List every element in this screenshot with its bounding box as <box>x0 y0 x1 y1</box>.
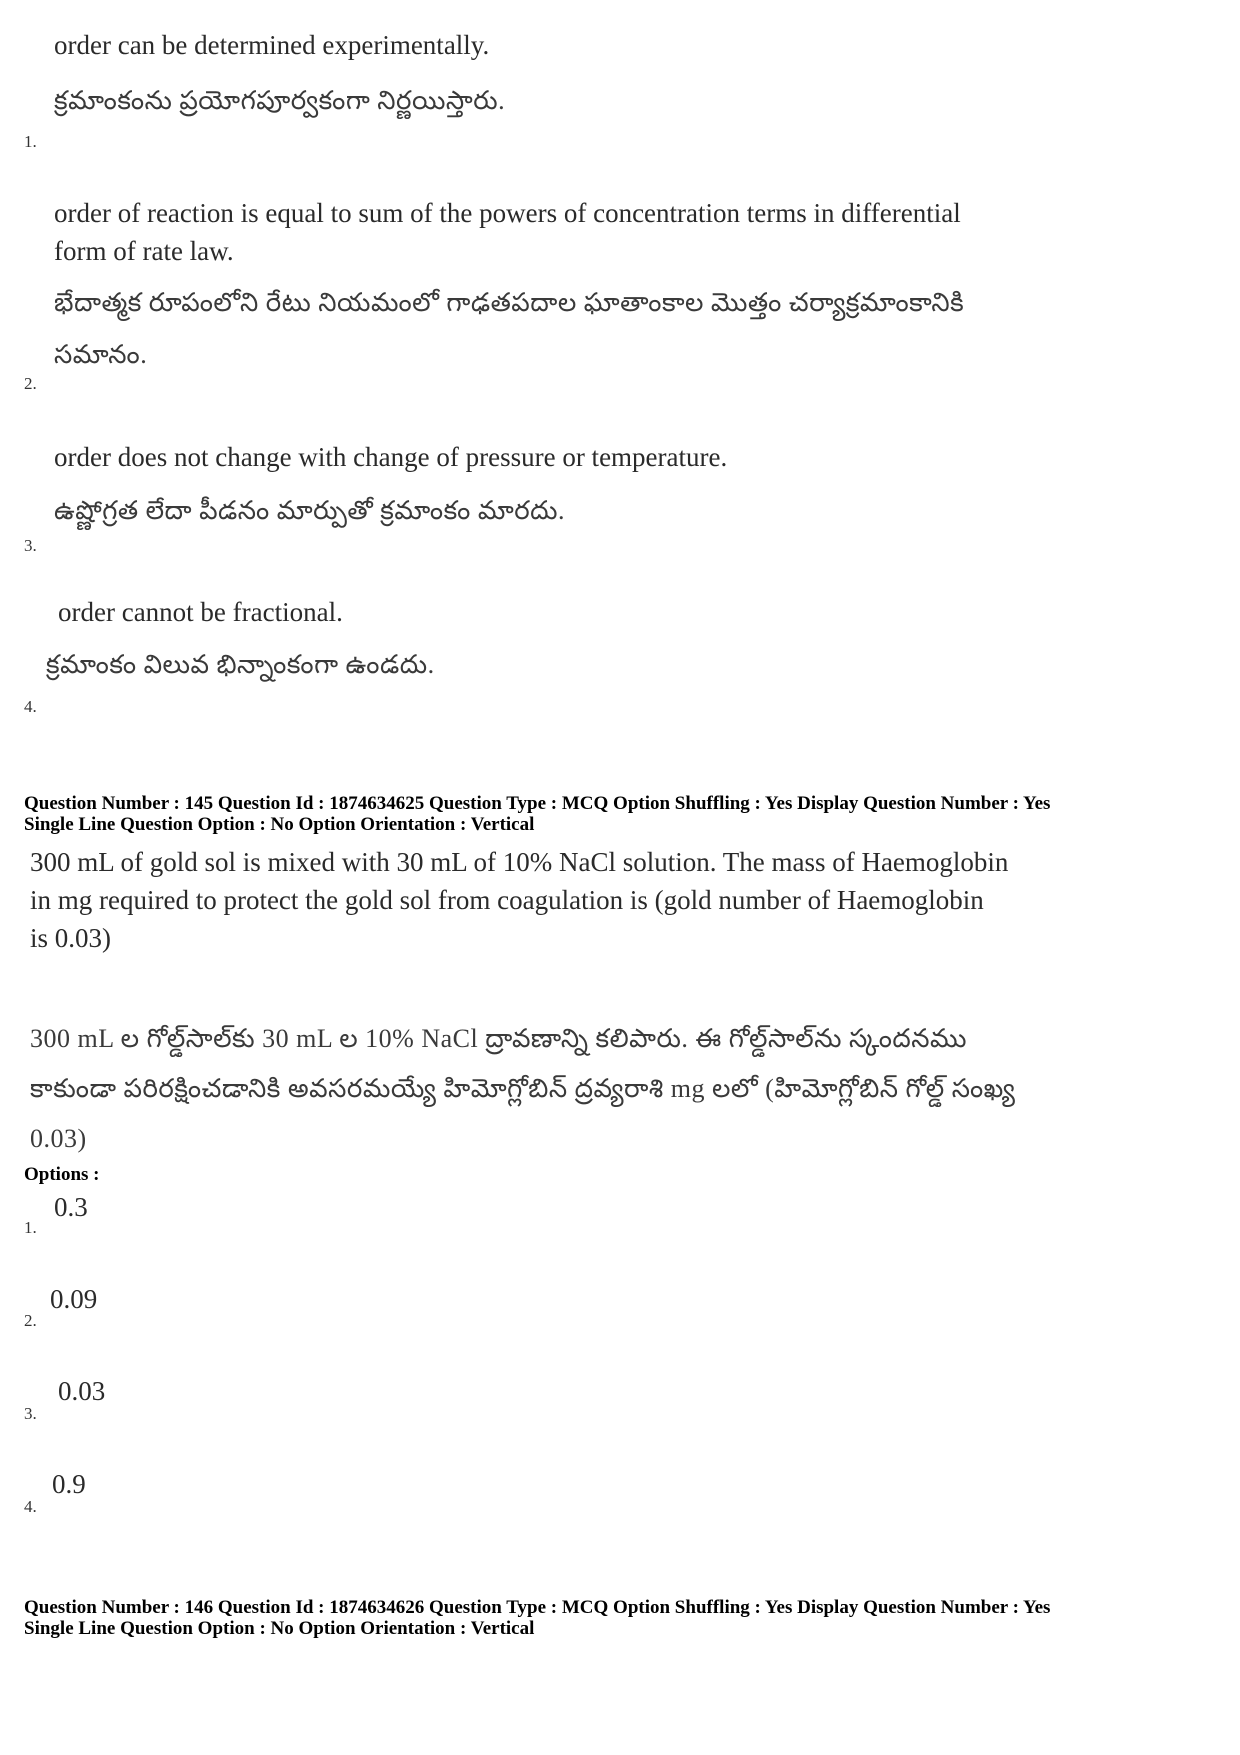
option-number: 4. <box>24 697 37 716</box>
option-en-text: order cannot be fractional. <box>58 597 343 627</box>
option-number: 1. <box>24 1218 37 1237</box>
option-number: 2. <box>24 1311 37 1330</box>
question-meta-line: Question Number : 145 Question Id : 1874634625 Question Type : MCQ Option Shuffling : Yes Display Question Number : Yes <box>24 793 1051 814</box>
option-value: 0.03 <box>58 1376 106 1406</box>
option-number: 4. <box>24 1497 37 1516</box>
option-number: 3. <box>24 536 37 555</box>
option-te-text: క్రమాంకంను ప్రయోగపూర్వకంగా నిర్ణయిస్తారు. <box>54 86 506 115</box>
question-meta-line: Single Line Question Option : No Option Orientation : Vertical <box>24 1618 535 1639</box>
option-en-text: form of rate law. <box>54 236 234 266</box>
option-number: 1. <box>24 132 37 151</box>
option-number: 3. <box>24 1404 37 1423</box>
question-en-line: in mg required to protect the gold sol from coagulation is (gold number of Haemoglobin <box>30 885 984 915</box>
option-te-text: భేదాత్మక రూపంలోని రేటు నియమంలో గాఢతపదాల ఘాతాంకాల మొత్తం చర్యాక్రమాంకానికి <box>54 288 965 317</box>
option-en-text: order can be determined experimentally. <box>54 30 490 60</box>
option-te-text: ఉష్ణోగ్రత లేదా పీడనం మార్పుతో క్రమాంకం మారదు. <box>54 496 565 525</box>
option-en-text: order of reaction is equal to sum of the powers of concentration terms in differential <box>54 198 961 228</box>
question-meta-line: Question Number : 146 Question Id : 1874634626 Question Type : MCQ Option Shuffling : Yes Display Question Number : Yes <box>24 1597 1051 1618</box>
option-te-text: సమానం. <box>54 340 148 369</box>
question-en-line: 300 mL of gold sol is mixed with 30 mL of 10% NaCl solution. The mass of Haemoglobin <box>30 847 1009 877</box>
option-number: 2. <box>24 374 37 393</box>
question-en-line: is 0.03) <box>30 923 111 953</box>
question-te-line: 0.03) <box>30 1124 87 1153</box>
option-te-text: క్రమాంకం విలువ భిన్నాంకంగా ఉండదు. <box>46 650 435 679</box>
question-te-line: కాకుండా పరిరక్షించడానికి అవసరమయ్యే హిమోగ్లోబిన్ ద్రవ్యరాశి mg లలో (హిమోగ్లోబిన్ గోల్డ్ సంఖ్య <box>30 1074 1016 1103</box>
option-value: 0.3 <box>54 1192 88 1222</box>
question-te-line: 300 mL ల గోల్డ్‌సాల్‌కు 30 mL ల 10% NaCl ద్రావణాన్ని కలిపారు. ఈ గోల్డ్‌సాల్‌ను స్కందనము <box>30 1024 968 1053</box>
option-value: 0.09 <box>50 1284 98 1314</box>
question-meta-line: Single Line Question Option : No Option Orientation : Vertical <box>24 814 535 835</box>
option-value: 0.9 <box>52 1469 86 1499</box>
option-en-text: order does not change with change of pressure or temperature. <box>54 442 728 472</box>
options-label: Options : <box>24 1164 100 1185</box>
